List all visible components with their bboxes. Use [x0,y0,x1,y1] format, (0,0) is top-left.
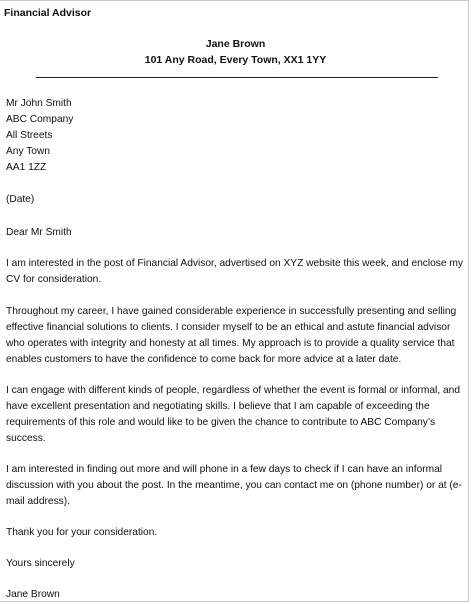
letter-date: (Date) [6,194,35,205]
document-title: Financial Advisor [4,7,92,19]
body-paragraph: I can engage with different kinds of people, regardless of whether the event is formal or informal, and have excellent presentation and negotiating skills. I believe that I am capable of exceeding the requirements of this role and would like to be given the chance to contribute to ABC Company’s success. [6,385,460,444]
body-paragraph: Throughout my career, I have gained considerable experience in successfully presenting and selling effective financial solutions to clients. I consider myself to be an ethical and astute financial advisor who operates with integrity and honesty at all times. My approach is to provide a quality service that enables customers to have the confidence to come back for more advice at a later date. [6,306,457,365]
signature-name: Jane Brown [6,589,60,600]
recipient-line: Mr John Smith [6,98,72,109]
salutation: Dear Mr Smith [6,227,72,238]
closing: Yours sincerely [6,558,75,569]
body-paragraph: Thank you for your consideration. [6,527,158,538]
body-paragraph: I am interested in finding out more and will phone in a few days to check if I can have an informal discussion with you about the post. In the meantime, you can contact me on (phone number) or at (e-mail address). [6,464,462,507]
sender-name: Jane Brown [205,38,266,50]
body-paragraph: I am interested in the post of Financial Advisor, advertised on XYZ website this week, and enclose my CV for consideration. [6,258,463,285]
recipient-address [6,96,462,176]
sender-address: 101 Any Road, Every Town, XX1 1YY [144,54,327,66]
recipient-line: Any Town [6,146,50,157]
header-divider [36,77,438,78]
recipient-line: All Streets [6,130,53,141]
recipient-line: ABC Company [6,114,74,125]
recipient-line: AA1 1ZZ [6,162,47,173]
